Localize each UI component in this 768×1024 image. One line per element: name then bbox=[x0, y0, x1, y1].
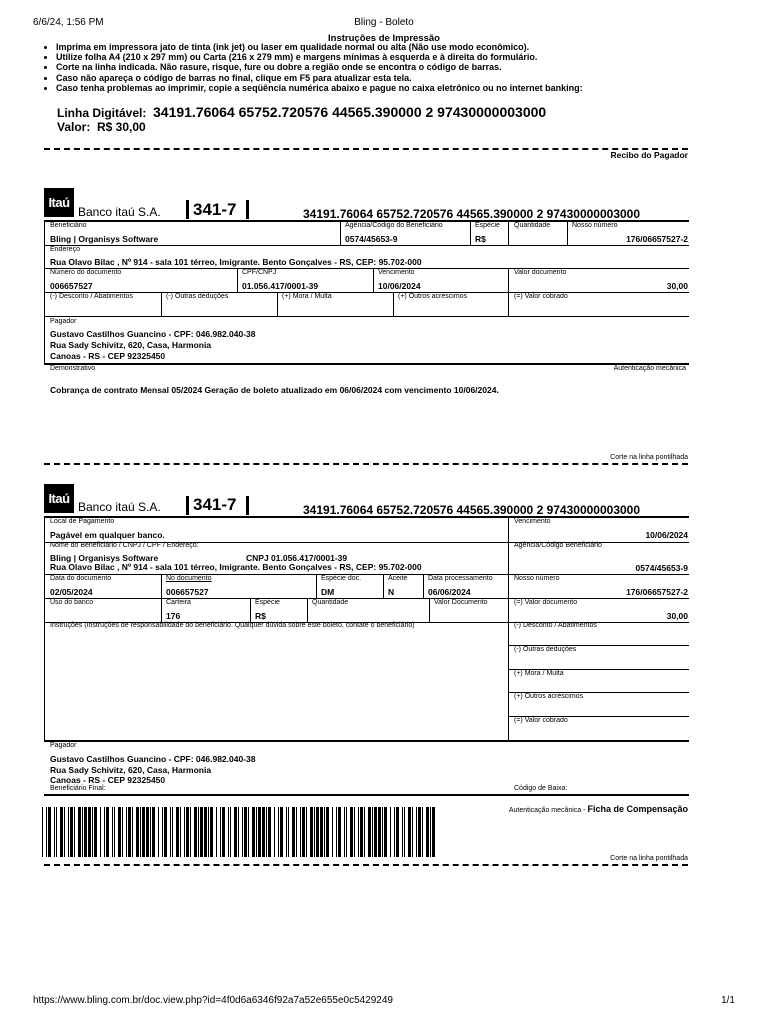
quantidade-label: Quantidade bbox=[514, 222, 551, 229]
bank-name: Banco itaú S.A. bbox=[78, 205, 161, 219]
instruction-item: • Caso não apareça o código de barras no final, clique em F5 para atualizar esta tela. bbox=[56, 73, 583, 83]
divider bbox=[186, 200, 189, 219]
especie-label: Espécie bbox=[475, 222, 500, 229]
divider bbox=[307, 598, 308, 622]
nosso-numero-value: 176/06657527-2 bbox=[626, 234, 688, 244]
bank-code: 341-7 bbox=[193, 200, 237, 219]
agencia-label: Agência/Código Beneficiário bbox=[514, 542, 602, 549]
itau-logo: Itaú bbox=[44, 188, 74, 217]
aceite-label: Aceite bbox=[388, 575, 408, 582]
print-url: https://www.bling.com.br/doc.view.php?id=4f0d6a6346f92a7a52e655e0c5429249 bbox=[33, 995, 393, 1006]
divider bbox=[508, 221, 509, 245]
instrucoes-label: Instruções (Instruções de responsabilidade do beneficiário. Qualquer dúvida sobre este boleto, contate o beneficiário) bbox=[50, 622, 415, 629]
divider bbox=[508, 517, 509, 740]
valor-label: Valor Documento bbox=[434, 599, 488, 606]
vencimento-value: 10/06/2024 bbox=[378, 281, 421, 291]
agencia-label: Agência/Código do Beneficiário bbox=[345, 222, 443, 229]
linha-digitavel: 34191.76064 65752.720576 44565.390000 2 97430000003000 bbox=[303, 207, 641, 221]
beneficiario-value: Bling | Organisys Software bbox=[50, 234, 159, 244]
divider bbox=[44, 598, 689, 599]
numero-documento-value: 006657527 bbox=[50, 281, 93, 291]
demonstrativo-label: Demonstrativo bbox=[50, 365, 96, 372]
print-title: Bling - Boleto bbox=[354, 17, 414, 28]
codigo-baixa-label: Código de Baixa: bbox=[514, 785, 568, 792]
mora-multa-label: (+) Mora / Multa bbox=[282, 293, 332, 300]
divider bbox=[44, 517, 45, 740]
beneficiario-final-label: Beneficiário Final: bbox=[50, 785, 106, 792]
pagador-line: Gustavo Castilhos Guancino - CPF: 046.982.040-38 bbox=[50, 329, 256, 339]
divider bbox=[393, 292, 394, 316]
linha-digitavel-label: Linha Digitável: bbox=[57, 106, 147, 120]
agencia-value: 0574/45653-9 bbox=[635, 563, 688, 573]
especie-doc-label: Espécie doc. bbox=[321, 575, 362, 582]
pagador-label: Pagador bbox=[50, 318, 77, 325]
divider bbox=[423, 574, 424, 598]
divider bbox=[44, 516, 689, 518]
divider bbox=[470, 221, 471, 245]
divider bbox=[508, 292, 509, 316]
valor-documento-value: 30,00 bbox=[666, 611, 688, 621]
print-datetime: 6/6/24, 1:56 PM bbox=[33, 17, 104, 28]
numero-documento-value: 006657527 bbox=[166, 587, 209, 597]
valor-documento-value: 30,00 bbox=[666, 281, 688, 291]
outras-deducoes-label: (-) Outras deduções bbox=[514, 646, 577, 653]
beneficiario-label: Beneficiário bbox=[50, 222, 87, 229]
ficha-compensacao-label: Ficha de Compensação bbox=[587, 804, 688, 814]
instruction-item: • Caso tenha problemas ao imprimir, copie a seqüência numérica abaixo e pague no caixa eletrônico ou no internet banking: bbox=[56, 83, 583, 93]
divider bbox=[246, 496, 249, 515]
autenticacao-ficha bbox=[509, 799, 688, 817]
pagador-line: Canoas - RS - CEP 92325450 bbox=[50, 775, 166, 785]
data-documento-label: Data do documento bbox=[50, 575, 112, 582]
bank-name: Banco itaú S.A. bbox=[78, 500, 161, 514]
beneficiario-cnpj: CNPJ 01.056.417/0001-39 bbox=[246, 553, 348, 563]
vencimento-label: Vencimento bbox=[514, 518, 551, 525]
divider bbox=[44, 794, 689, 796]
print-page: 1/1 bbox=[721, 995, 735, 1006]
desconto-label: (-) Desconto / Abatimentos bbox=[514, 622, 597, 629]
divider bbox=[44, 292, 689, 293]
divider bbox=[237, 268, 238, 292]
linha-digitavel: 34191.76064 65752.720576 44565.390000 2 97430000003000 bbox=[303, 503, 641, 517]
local-pagamento-value: Pagável em qualquer banco. bbox=[50, 530, 165, 540]
divider bbox=[316, 574, 317, 598]
instruction-item: • Imprima em impressora jato de tinta (ink jet) ou laser em qualidade normal ou alta (Não use modo econômico). bbox=[56, 42, 583, 52]
divider bbox=[567, 221, 568, 245]
linha-digitavel-value: 34191.76064 65752.720576 44565.390000 2 97430000003000 bbox=[153, 104, 547, 120]
divider bbox=[250, 598, 251, 622]
divider bbox=[429, 598, 430, 622]
valor-cobrado-label: (=) Valor cobrado bbox=[514, 293, 568, 300]
especie-value: R$ bbox=[475, 234, 486, 244]
divider bbox=[44, 740, 689, 742]
data-processamento-label: Data processamento bbox=[428, 575, 493, 582]
vencimento-value: 10/06/2024 bbox=[645, 530, 688, 540]
numero-documento-label: Número do documento bbox=[50, 269, 122, 276]
corte-label: Corte na linha pontilhada bbox=[610, 454, 688, 461]
divider bbox=[161, 292, 162, 316]
cpf-cnpj-label: CPF/CNPJ bbox=[242, 269, 277, 276]
pagador-line: Rua Sady Schivitz, 620, Casa, Harmonia bbox=[50, 765, 212, 775]
demonstrativo-text: Cobrança de contrato Mensal 05/2024 Geração de boleto atualizado em 06/06/2024 com vencimento 10/06/2024. bbox=[50, 385, 499, 395]
divider bbox=[44, 245, 45, 269]
outros-acrescimos-label: (+) Outros acréscimos bbox=[514, 693, 584, 700]
divider bbox=[340, 221, 341, 245]
bank-code: 341-7 bbox=[193, 495, 237, 514]
autenticacao-label: Autenticação mecânica bbox=[613, 365, 686, 372]
especie-value: R$ bbox=[255, 611, 266, 621]
carteira-label: Carteira bbox=[166, 599, 191, 606]
valor-documento-label: (=) Valor documento bbox=[514, 599, 578, 606]
especie-doc-value: DM bbox=[321, 587, 335, 597]
nosso-numero-label: Nosso número bbox=[514, 575, 560, 582]
divider bbox=[44, 245, 689, 246]
nosso-numero-value: 176/06657527-2 bbox=[626, 587, 688, 597]
beneficiario-address: Rua Olavo Bilac , Nº 914 - sala 101 térreo, Imigrante. Bento Gonçalves - RS, CEP: 95.702-000 bbox=[50, 562, 422, 572]
outros-acrescimos-label: (+) Outros acréscimos bbox=[398, 293, 468, 300]
pagador-line: Rua Sady Schivitz, 620, Casa, Harmonia bbox=[50, 340, 212, 350]
autenticacao-label: Autenticação mecânica - bbox=[508, 807, 588, 814]
divider bbox=[246, 200, 249, 219]
divider bbox=[44, 574, 689, 575]
data-processamento-value: 06/06/2024 bbox=[428, 587, 471, 597]
divider bbox=[161, 598, 162, 622]
carteira-value: 176 bbox=[166, 611, 181, 621]
divider bbox=[44, 292, 45, 316]
vencimento-label: Vencimento bbox=[378, 269, 415, 276]
pagador-line: Canoas - RS - CEP 92325450 bbox=[50, 351, 166, 361]
cpf-cnpj-value: 01.056.417/0001-39 bbox=[242, 281, 319, 291]
valor-documento-label: Valor documento bbox=[514, 269, 567, 276]
itau-logo: Itaú bbox=[44, 484, 74, 513]
especie-label: Espécie bbox=[255, 599, 280, 606]
divider bbox=[161, 574, 162, 598]
divider bbox=[383, 574, 384, 598]
recibo-label: Recibo do Pagador bbox=[610, 150, 688, 160]
corte-label: Corte na linha pontilhada bbox=[610, 855, 688, 862]
data-documento-value: 02/05/2024 bbox=[50, 587, 93, 597]
quantidade-label: Quantidade bbox=[312, 599, 349, 606]
divider bbox=[508, 268, 509, 292]
divider bbox=[44, 316, 45, 364]
outras-deducoes-label: (-) Outras deduções bbox=[166, 293, 229, 300]
pagador-label: Pagador bbox=[50, 742, 77, 749]
divider bbox=[186, 496, 189, 515]
nome-beneficiario-label: Nome do Beneficiário / CNPJ / CPF / Endereço: bbox=[50, 542, 199, 549]
divider bbox=[277, 292, 278, 316]
endereco-value: Rua Olavo Bilac , Nº 914 - sala 101 térreo, Imigrante. Bento Gonçalves - RS, CEP: 95.702-000 bbox=[50, 257, 422, 267]
instructions-title: Instruções de Impressão bbox=[328, 33, 440, 44]
pagador-line: Gustavo Castilhos Guancino - CPF: 046.982.040-38 bbox=[50, 754, 256, 764]
endereco-label: Endereço bbox=[50, 246, 80, 253]
agencia-value: 0574/45653-9 bbox=[345, 234, 398, 244]
local-pagamento-label: Local de Pagamento bbox=[50, 518, 115, 525]
divider bbox=[44, 363, 689, 365]
divider bbox=[373, 268, 374, 292]
desconto-label: (-) Desconto / Abatimentos bbox=[50, 293, 133, 300]
mora-multa-label: (+) Mora / Multa bbox=[514, 670, 564, 677]
divider bbox=[44, 316, 689, 317]
valor-value: R$ 30,00 bbox=[97, 120, 146, 134]
divider bbox=[44, 221, 45, 245]
divider bbox=[44, 268, 45, 292]
divider bbox=[44, 268, 689, 269]
valor-cobrado-label: (=) Valor cobrado bbox=[514, 717, 568, 724]
instruction-item: • Corte na linha indicada. Não rasure, risque, fure ou dobre a região onde se encontra o código de barras. bbox=[56, 62, 583, 72]
cut-line bbox=[44, 148, 688, 150]
cut-line bbox=[44, 463, 688, 465]
beneficiario-name: Bling | Organisys Software bbox=[50, 553, 159, 563]
uso-banco-label: Uso do banco bbox=[50, 599, 94, 606]
cut-line bbox=[44, 864, 688, 866]
barcode bbox=[42, 807, 437, 857]
instruction-item: • Utilize folha A4 (210 x 297 mm) ou Carta (216 x 279 mm) e margens mínimas à esquerda e à direita do formulário. bbox=[56, 52, 583, 62]
instructions-list bbox=[38, 42, 583, 93]
aceite-value: N bbox=[388, 587, 395, 597]
valor-label: Valor: bbox=[57, 120, 91, 134]
nosso-numero-label: Nosso número bbox=[572, 222, 618, 229]
numero-documento-label: No documento bbox=[166, 575, 212, 582]
